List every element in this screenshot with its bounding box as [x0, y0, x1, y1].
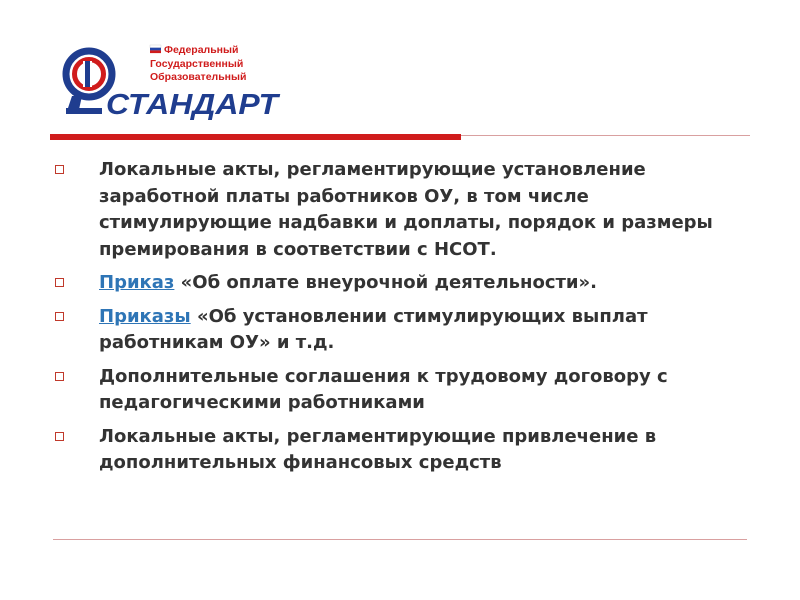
square-bullet-icon	[55, 432, 64, 441]
square-bullet-icon	[55, 372, 64, 381]
list-item-text: «Об установлении стимулирующих выплат работникам ОУ» и т.д.	[99, 305, 648, 353]
logo-line-2: Государственный	[150, 58, 244, 70]
list-item-text: Локальные акты, регламентирующие привлечение в дополнительных финансовых средств	[99, 425, 657, 473]
square-bullet-icon	[55, 278, 64, 287]
logo-line-3: Образовательный	[150, 71, 247, 83]
list-item	[51, 157, 741, 263]
square-bullet-icon	[55, 312, 64, 321]
header-accent-bar	[50, 134, 461, 140]
footer-divider-line	[53, 539, 747, 540]
list-item-text: Дополнительные соглашения к трудовому договору с педагогическими работниками	[99, 365, 668, 413]
list-item	[51, 364, 741, 417]
fgos-standard-logo	[60, 34, 284, 126]
square-bullet-icon	[55, 165, 64, 174]
list-item	[51, 270, 741, 297]
list-item-text: Локальные акты, регламентирующие установление заработной платы работников ОУ, в том числе стимулирующие надбавки и доплаты, порядок и размеры премирования в соответствии с НСОТ.	[99, 159, 713, 260]
list-item	[51, 424, 741, 477]
orders-link[interactable]: Приказы	[99, 305, 191, 327]
list-item-text: «Об оплате внеурочной деятельности».	[174, 272, 598, 293]
logo-line-1: Федеральный	[164, 44, 239, 56]
list-item	[51, 304, 741, 357]
bullet-list	[51, 157, 741, 477]
russian-flag-icon	[150, 45, 161, 53]
logo-wordmark: СТАНДАРТ	[106, 89, 281, 121]
order-link[interactable]: Приказ	[99, 272, 175, 293]
slide-content	[51, 157, 741, 484]
